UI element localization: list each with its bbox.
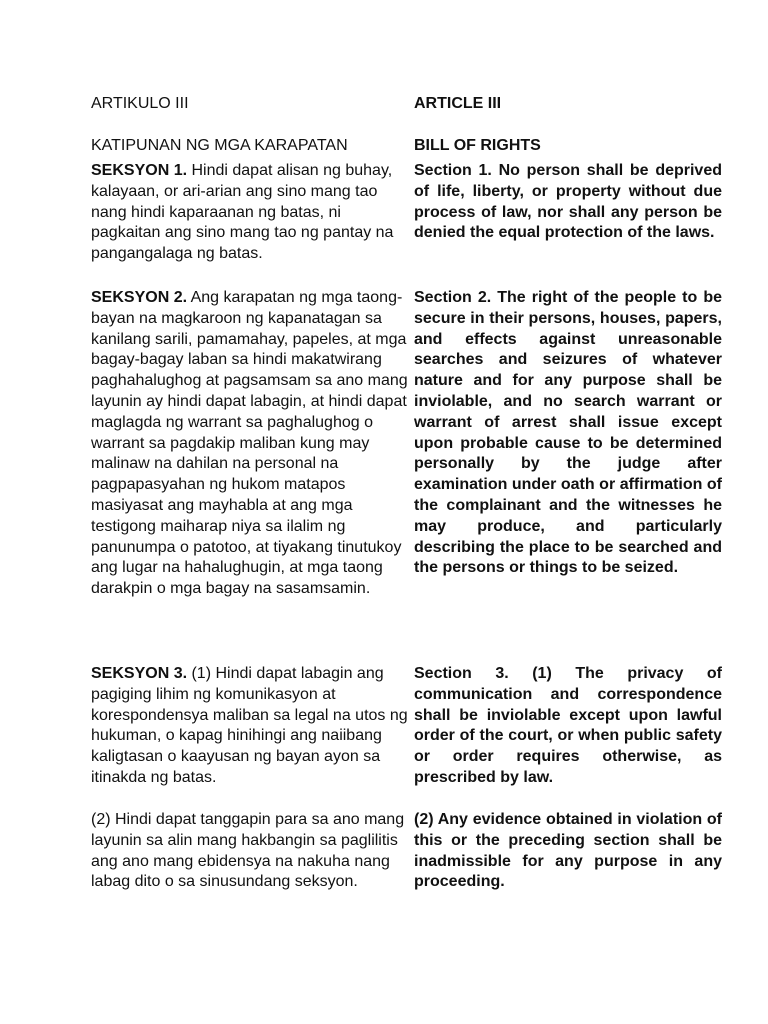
- tagalog-section-1: [91, 161, 411, 265]
- tagalog-section-3-label: SEKSYON 3.: [91, 665, 188, 682]
- english-article-title: ARTICLE III: [414, 95, 502, 112]
- english-heading: BILL OF RIGHTS: [414, 137, 541, 154]
- english-section-3-paragraph-2: (2) Any evidence obtained in violation of this or the preceding section shall be inadmissible for any purpose in any proceeding.: [414, 811, 722, 891]
- english-section-2: Section 2. The right of the people to be secure in their persons, houses, papers, and effects against unreasonable searches and seizures of whatever nature and for any purpose shall be inviolable, and no search warrant or warrant of arrest shall issue except upon probable cause to be determined personally by the judge after examination under oath or affirmation of the complainant and the witnesses he may produce, and particularly describing the place to be searched and the persons or things to be seized.: [414, 289, 722, 577]
- tagalog-section-1-text: Hindi dapat alisan ng buhay, kalayaan, or ari-arian ang sino mang tao nang hindi kaparaanan ng batas, ni pagkaitan ang sino mang tao ng pantay na pangangalaga ng batas.: [91, 162, 394, 263]
- tagalog-section-3-text: (1) Hindi dapat labagin ang pagiging lihim ng komunikasyon at korespondensya maliban sa legal na utos ng hukuman, o kapag hinihingi ang naiibang kaligtasan o kaayusan ng bayan ayon sa itinakda ng batas.: [91, 665, 408, 786]
- tagalog-section-1-label: SEKSYON 1.: [91, 162, 188, 179]
- tagalog-section-2-label: SEKSYON 2.: [91, 289, 188, 306]
- english-section-3: Section 3. (1) The privacy of communication and correspondence shall be inviolable except upon lawful order of the court, or when public safety or order requires otherwise, as prescribed by law.: [414, 665, 722, 786]
- tagalog-section-3: [91, 664, 411, 789]
- tagalog-section-2: [91, 288, 411, 600]
- tagalog-article-title: ARTIKULO III: [91, 95, 189, 112]
- tagalog-section-2-text: Ang karapatan ng mga taong-bayan na magkaroon ng kapanatagan sa kanilang sarili, pamamahay, papeles, at mga bagay-bagay laban sa hindi makatwirang paghahalughog at pagsamsam sa ano mang layunin ay hindi dapat labagin, at hindi dapat maglagda ng warrant sa paghalughog o warrant sa pagdakip maliban kung may malinaw na dahilan na personal na pagpapasyahan ng hukom matapos masiyasat ang mayhabla at ang mga testigong maiharap niya sa ilalim ng panunumpa o patotoo, at tiyakang tinutukoy ang lugar na hahalughugin, at mga taong darakpin o mga bagay na sasamsamin.: [91, 289, 408, 598]
- english-section-1: Section 1. No person shall be deprived of life, liberty, or property without due process of law, nor shall any person be denied the equal protection of the laws.: [414, 162, 722, 242]
- tagalog-section-3-paragraph-2: [91, 810, 411, 893]
- tagalog-heading: KATIPUNAN NG MGA KARAPATAN: [91, 137, 348, 154]
- tagalog-section-3-paragraph-2-text: (2) Hindi dapat tanggapin para sa ano mang layunin sa alin mang hakbangin sa paglilitis ang ano mang ebidensya na nakuha nang labag dito o sa sinusundang seksyon.: [91, 811, 405, 891]
